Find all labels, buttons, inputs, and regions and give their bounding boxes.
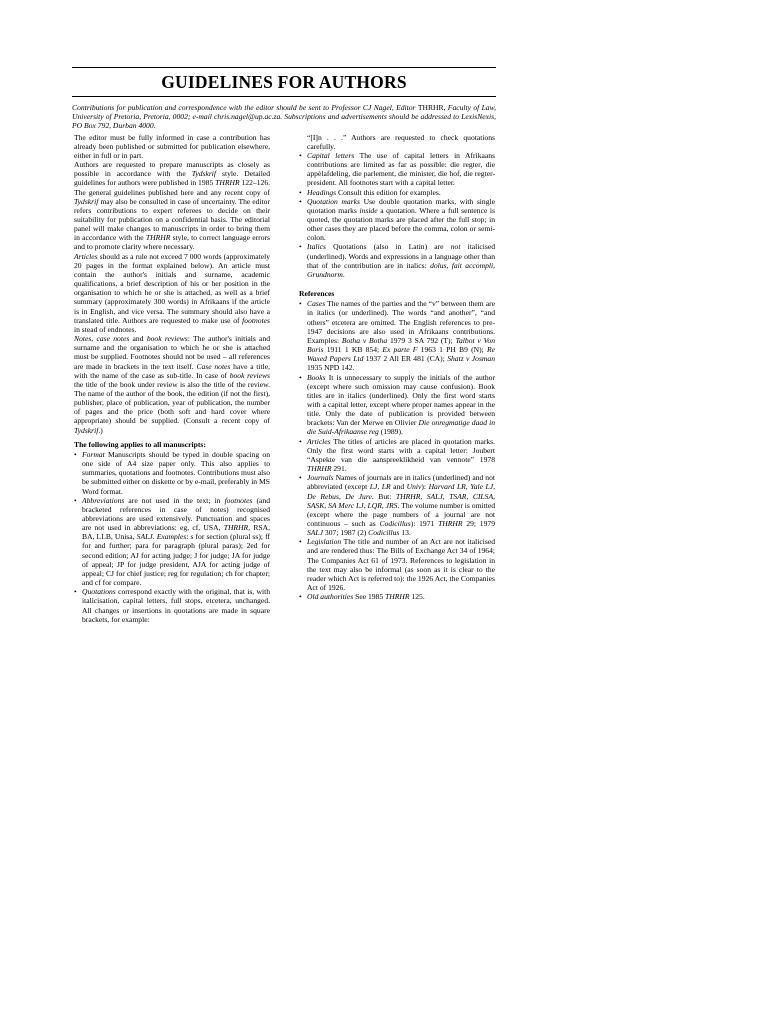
list-item: • Italics Quotations (also in Latin) are not italicised (underlined). Words and expressions in a language other than that of the contribution are in italics: dolus, fait accompli, Grundnorm. xyxy=(299,242,495,279)
list-item: • Format Manuscripts should be typed in double spacing on one side of A4 size paper only. This also applies to summaries, quotations and footnotes. Contributions must also be submitted either on diskette or by e-mail, preferably in MS Word format. xyxy=(74,450,270,496)
list-item: • Quotations correspond exactly with the original, that is, with italicisation, capital letters, full stops, etcetera, unchanged. All changes or insertions in quotations are made in square brackets, for example: xyxy=(74,587,270,624)
right-column xyxy=(299,133,495,602)
list-item: • Articles The titles of articles are placed in quotation marks. Only the first word starts with a capital letter: Joubert “Aspekte van die aanspreeklikheid van vennote” 1978 THRHR 291. xyxy=(299,437,495,474)
intro-paragraph xyxy=(72,103,496,131)
references-heading: References xyxy=(299,289,335,299)
submission-paragraph: The editor must be fully informed in case a contribution has already been published or submitted for publication elsewhere, either in full or in part. xyxy=(74,132,270,160)
references-list xyxy=(299,299,495,601)
style-rules-list xyxy=(299,151,495,279)
list-item: • Capital letters The use of capital letters in Afrikaans contributions are limited as far as possible: die regter, die appèlafdeling, die parlement, die minister, die hof, die regter-president. All footnotes start with a capital letter. xyxy=(299,151,495,188)
two-column-body xyxy=(72,133,496,693)
list-item: • Old authorities See 1985 THRHR 125. xyxy=(299,592,495,601)
intro-text-1: Contributions for publication and correspondence with the editor should be sent to Professor CJ Nagel, Editor xyxy=(72,103,416,112)
list-item: • Legislation The title and number of an Act are not italicised and are rendered thus: The Bills of Exchange Act 34 of 1964; The Companies Act 61 of 1973. References to legislation in the text may also be informal (as soon as it is clear to the reader which Act is referred to): the 1926 Act, the Companies Act of 1926. xyxy=(299,537,495,592)
notes-paragraph: Notes, case notes and book reviews: The author's initials and surname and the organisation to which he or she is attached must be supplied. Footnotes should not be used – all references are made in brackets in the text itself. Case notes have a title, with the name of the case as sub-title. In case of book reviews the title of the book under review is also the title of the review. The name of the author of the book, the edition (if not the first), publisher, place of publication, year of publication, the number of pages and the price (both soft and hard cover where appropriate) should be supplied. (Consult a recent copy of Tydskrif.) xyxy=(74,334,271,435)
intro-journal: THRHR xyxy=(417,103,444,112)
guidelines-page xyxy=(72,67,496,693)
page-title: GUIDELINES FOR AUTHORS xyxy=(161,72,407,92)
list-item: • Cases The names of the parties and the “v” between them are in italics (or underlined). The words “and another”, “and others” etcetera are omitted. The English references to pre-1947 decisions are also used in Afrikaans contributions. Examples: Botha v Botha 1979 3 SA 792 (T); Talbot v Von Boris 1911 1 KB 854; Ex parte F 1963 1 PH B9 (N); Re Waxed Papers Ltd 1937 2 All ER 481 (CA); Shatz v Josman 1935 NPD 142. xyxy=(299,299,495,372)
title-rule xyxy=(72,96,496,97)
list-item: • Books It is unnecessary to supply the initials of the author (except where such omission may cause confusion). Book titles are in italics (underlined). Only the first word starts with a capital letter, except where proper names appear in the title. Only the date of publication is provided between brackets: Van der Merwe en Olivier Die onregmatige daad in die Suid-Afrikaanse reg (1989). xyxy=(299,373,495,437)
style-paragraph: Authors are requested to prepare manuscripts as closely as possible in accordance with the Tydskrif style. Detailed guidelines for authors were published in 1985 THRHR 122–126. The general guidelines published here and any recent copy of Tydskrif may also be consulted in case of uncertainty. The editor refers contributions to expert referees to decide on their suitability for publication on a confidential basis. The editorial panel will make changes to manuscripts in order to bring them in accordance with the THRHR style, to correct language errors and to promote clarity where necessary. xyxy=(74,160,271,252)
top-rule xyxy=(72,67,496,68)
intro-text-2: , Faculty of Law, University of Pretoria, Pretoria, 0002; e-mail chris.nagel@up.ac.za. Subscriptions and advertisements should be addressed to LexisNexis, PO Box 792, Durban 4000. xyxy=(72,103,497,131)
list-item: • Abbreviations are not used in the text; in footnotes (and bracketed references in case of notes) recognised abbreviations are used extensively. Punctuation and spaces are not used in abbreviations: eg, cf, USA, THRHR, RSA, BA, LLB, Unisa, SALJ. Examples: s for section (plural ss); ff for and further; para for paragraph (plural paras); 2ed for second edition; AJ for acting judge; J for judge; JA for judge of appeal; JP for judge president, AJA for acting judge of appeal; CJ for chief justice; reg for regulation; ch for chapter; and cf for compare. xyxy=(74,496,270,588)
manuscript-rules-list xyxy=(74,450,270,624)
list-item: • Headings Consult this edition for examples. xyxy=(299,188,495,197)
left-column xyxy=(74,133,270,624)
quotations-continued: “[I]n . . .” Authors are requested to check quotations carefully. xyxy=(307,132,495,151)
list-item: • Quotation marks Use double quotation marks, with single quotation marks inside a quotation. Where a full sentence is quoted, the quotation marks are placed after the full stop; in other cases they are placed before the comma, colon or semi-colon. xyxy=(299,197,495,243)
manuscripts-heading: The following applies to all manuscripts: xyxy=(74,439,206,449)
articles-paragraph: Articles should as a rule not exceed 7 000 words (approximately 20 pages in the format explained below). An article must contain the author's initials and surname, academic qualifications, a brief description of his or her position in the organisation to which he or she is attached, as well as a brief summary (approximately 300 words) in Afrikaans if the article is in English, and vice versa. The summary should also have a translated title. Authors are requested to make use of footnotes in stead of endnotes. xyxy=(74,251,270,334)
list-item: • Journals Names of journals are in italics (underlined) and not abbreviated (except LJ, LR and Univ): Harvard LR, Yale LJ, De Rebus, De Jure. But: THRHR, SALJ, TSAR, CILSA, SASK, SA Merc LJ, LQR, JRS. The volume number is omitted (except where the page numbers of a journal are not continuous – such as Codicillus): 1971 THRHR 29; 1979 SALJ 307; 1987 (2) Codicillus 13. xyxy=(299,473,495,537)
